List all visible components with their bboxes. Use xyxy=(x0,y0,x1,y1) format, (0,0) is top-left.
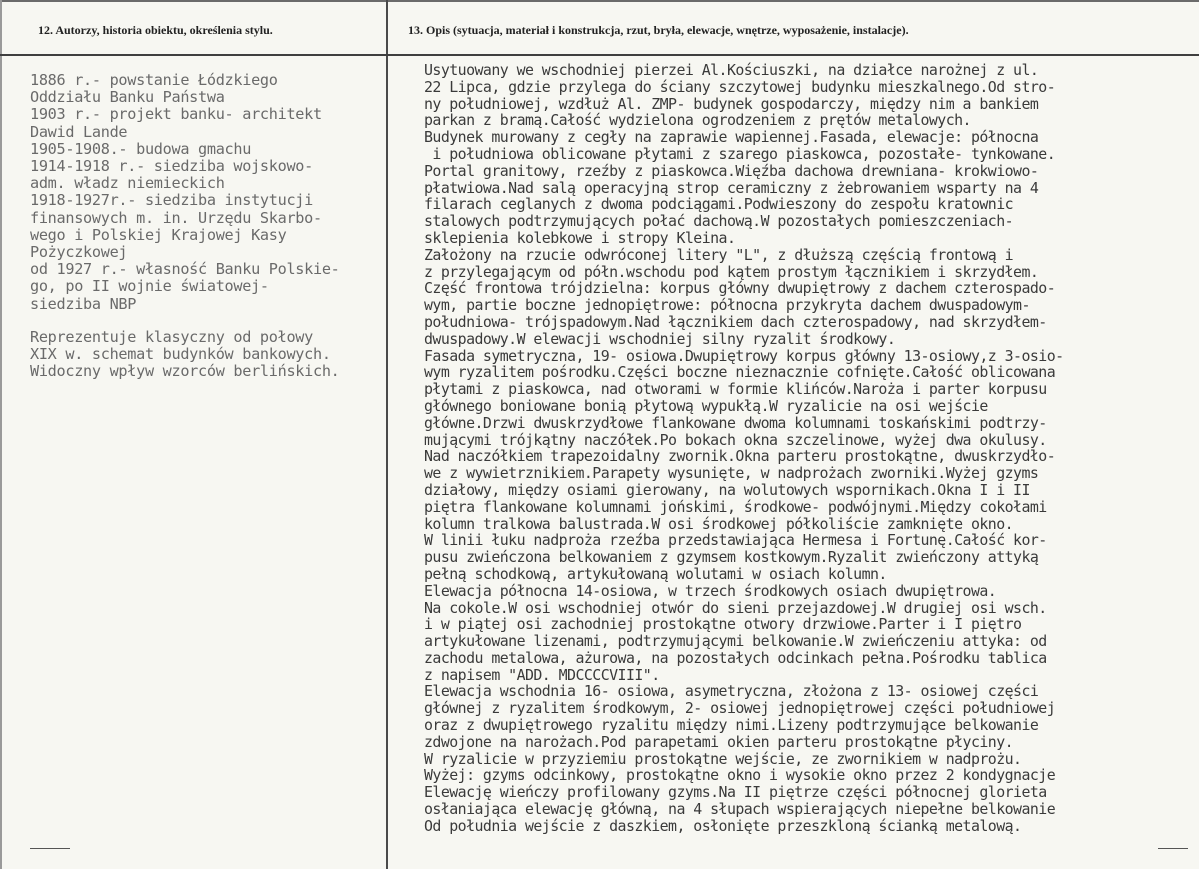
history-line: Oddziału Banku Państwa xyxy=(30,88,225,107)
description-line: piętra flankowane kolumnami jońskimi, środkowe- podwójnymi.Między cokołami xyxy=(424,497,1047,516)
history-line: od 1927 r.- własność Banku Polskie- xyxy=(30,260,340,279)
description-line: W linii łuku nadproża rzeźba przedstawiająca Hermesa i Fortunę.Całość kor- xyxy=(424,531,1047,550)
paragraph-gap xyxy=(30,313,380,329)
history-line: Pożyczkowej xyxy=(30,243,128,262)
description-line: parkan z bramą.Całość wydzielona ogrodzeniem z prętów metalowych. xyxy=(424,111,971,130)
history-line: 1905-1908.- budowa gmachu xyxy=(30,139,252,158)
description-line: Budynek murowany z cegły na zaprawie wapiennej.Fasada, elewacje: północna xyxy=(424,128,1039,147)
description-line: W ryzalicie w przyziemiu prostokątne wejście, ze zwornikiem w nadprożu. xyxy=(424,749,1022,768)
description-line: Elewację wieńczy profilowany gzyms.Na II piętrze części północnej glorieta xyxy=(424,783,1047,802)
description-line: i w piątej osi zachodniej prostokątne otwory drzwiowe.Parter i I piętro xyxy=(424,615,1022,634)
description-line: pełną schodkową, artykułowaną wolutami w osiach kolumn. xyxy=(424,564,887,583)
description-line: ny południowej, wzdłuż Al. ZMP- budynek gospodarczy, między nim a bankiem xyxy=(424,94,1039,113)
description-line: Część frontowa trójdzielna: korpus główny dwupiętrowy z dachem czterospado- xyxy=(424,279,1056,298)
description-line: Wyżej: gzyms odcinkowy, prostokątne okno i wysokie okno przez 2 kondygnacje xyxy=(424,766,1056,785)
style-line: Widoczny wpływ wzorców berlińskich. xyxy=(30,362,340,381)
description-line: pusu zwieńczona belkowaniem z gzymsem kostkowym.Ryzalit zwieńczony attyką xyxy=(424,548,1039,567)
description-line: zachodu metalowa, ażurowa, na pozostałych odcinkach pełna.Pośrodku tablica xyxy=(424,648,1047,667)
column-divider xyxy=(386,0,388,869)
bottom-left-mark xyxy=(30,848,70,849)
description-line: południowa- trójspadowym.Nad łącznikiem dach czterospadowy, nad skrzydłem- xyxy=(424,312,1047,331)
description-line: i południowa oblicowane płytami z szarego piaskowca, pozostałe- tynkowane. xyxy=(424,144,1056,163)
description-line: Usytuowany we wschodniej pierzei Al.Kościuszki, na działce narożnej z ul. xyxy=(424,61,1039,79)
left-border xyxy=(0,0,2,869)
description-line: zdwojone na narożach.Pod parapetami okien parteru prostokątne płyciny. xyxy=(424,732,1014,751)
description-line: główne.Drzwi dwuskrzydłowe flankowane dwoma kolumnami toskańskimi podtrzy- xyxy=(424,413,1047,432)
description-line: z przylegającym od półn.wschodu pod kątem prostym łącznikiem i skrzydłem. xyxy=(424,262,1039,281)
description-line: Założony na rzucie odwróconej litery "L", z dłuższą częścią frontową i xyxy=(424,245,1014,264)
description-line: 22 Lipca, gdzie przylega do ściany szczytowej budynku mieszkalnego.Od stro- xyxy=(424,77,1056,96)
history-line: Dawid Lande xyxy=(30,122,128,141)
description-line: Na cokole.W osi wschodniej otwór do sieni przejazdowej.W drugiej osi wsch. xyxy=(424,598,1047,617)
description-line: głównej z ryzalitem środkowym, 2- osiowej jednopiętrowej części południowej xyxy=(424,699,1056,718)
history-line: 1886 r.- powstanie Łódzkiego xyxy=(30,71,278,89)
description-line: stalowych podtrzymujących połać dachową.W pozostałych pomieszczeniach- xyxy=(424,212,1014,231)
description-line: artykułowane lizenami, podtrzymującymi belkowanie.W zwieńczeniu attyka: od xyxy=(424,632,1047,651)
description-column xyxy=(424,62,1194,835)
description-line: płytami z piaskowca, nad otworami w formie klińców.Naroża i parter korpusu xyxy=(424,380,1047,399)
header-rule xyxy=(0,54,1199,56)
style-line: Reprezentuje klasyczny od połowy xyxy=(30,327,313,346)
description-line: Elewacja wschodnia 16- osiowa, asymetryczna, złożona z 13- osiowej części xyxy=(424,682,1039,701)
description-line: Fasada symetryczna, 19- osiowa.Dwupiętrowy korpus główny 13-osiowy,z 3-osio- xyxy=(424,346,1064,365)
history-column xyxy=(30,72,380,380)
history-line: adm. władz niemieckich xyxy=(30,174,225,193)
history-line: go, po II wojnie światowej- xyxy=(30,277,269,296)
description-line: Od południa wejście z daszkiem, osłonięte przeszkloną ścianką metalową. xyxy=(424,816,1022,835)
description-line: mującymi trójkątny naczółek.Po bokach okna szczelinowe, wyżej dwa okulusy. xyxy=(424,430,1047,449)
description-line: z napisem "ADD. MDCCCCVIII". xyxy=(424,665,660,684)
history-line: 1914-1918 r.- siedziba wojskowo- xyxy=(30,157,313,176)
description-line: płatwiowa.Nad salą operacyjną strop ceramiczny z żebrowaniem wsparty na 4 xyxy=(424,178,1039,197)
description-line: kolumn tralkowa balustrada.W osi środkowej półkoliście zamknięte okno. xyxy=(424,514,1014,533)
description-line: głównego boniowane bonią płytową wypukłą.W ryzalicie na osi wejście xyxy=(424,396,988,415)
description-line: sklepienia kolebkowe i stropy Kleina. xyxy=(424,228,736,247)
description-line: Nad naczółkiem trapezoidalny zwornik.Okna parteru prostokątne, dwuskrzydło- xyxy=(424,447,1056,466)
description-line: wym ryzalitem pośrodku.Części boczne nieznacznie cofnięte.Całość oblicowana xyxy=(424,363,1056,382)
style-section xyxy=(30,329,380,381)
description-line: we z wywietrznikiem.Parapety wysunięte, w nadprożach zworniki.Wyżej gzyms xyxy=(424,464,1039,483)
history-section xyxy=(30,72,380,313)
description-line: wym, partie boczne jednopiętrowe: północna przykryta dachem dwuspadowym- xyxy=(424,296,1030,315)
history-line: wego i Polskiej Krajowej Kasy xyxy=(30,225,287,244)
history-line: finansowych m. in. Urzędu Skarbo- xyxy=(30,208,322,227)
style-line: XIX w. schemat budynków bankowych. xyxy=(30,345,331,364)
right-column-header: 13. Opis (sytuacja, materiał i konstrukcja, rzut, bryła, elewacje, wnętrze, wyposażenie, instalacje). xyxy=(408,23,909,37)
description-line: Portal granitowy, rzeźby z piaskowca.Więźba dachowa drewniana- krokwiowo- xyxy=(424,161,1039,180)
description-line: działowy, między osiami gierowany, na wolutowych wspornikach.Okna I i II xyxy=(424,480,1030,499)
description-line: filarach ceglanych z dwoma podciągami.Podwieszony do zespołu kratownic xyxy=(424,195,1014,214)
description-line: dwuspadowy.W elewacji wschodniej silny ryzalit środkowy. xyxy=(424,329,896,348)
description-line: osłaniająca elewację główną, na 4 słupach wspierających niepełne belkowanie xyxy=(424,800,1056,819)
description-line: Elewacja północna 14-osiowa, w trzech środkowych osiach dwupiętrowa. xyxy=(424,581,997,600)
history-line: siedziba NBP xyxy=(30,294,137,313)
description-line: oraz z dwupiętrowego ryzalitu między nimi.Lizeny podtrzymujące belkowanie xyxy=(424,716,1039,735)
history-line: 1918-1927r.- siedziba instytucji xyxy=(30,191,313,210)
top-border xyxy=(0,0,1199,2)
bottom-right-mark xyxy=(1158,848,1188,849)
left-column-header: 12. Autorzy, historia obiektu, określenia stylu. xyxy=(38,23,273,37)
history-line: 1903 r.- projekt banku- architekt xyxy=(30,105,322,124)
